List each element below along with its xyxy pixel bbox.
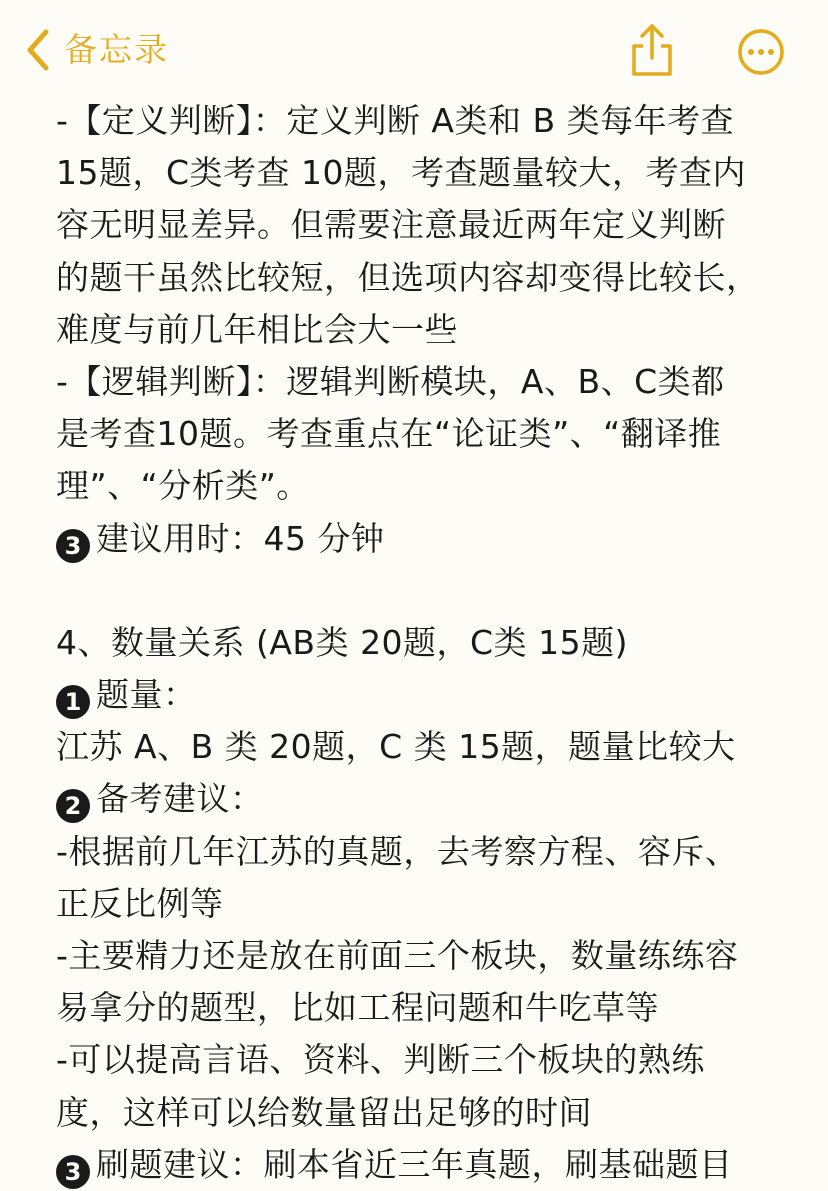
back-button[interactable]: [22, 26, 169, 74]
note-line: [56, 1139, 816, 1191]
number-bullet-icon: 3: [56, 1155, 90, 1189]
note-line: 度，这样可以给数量留出足够的时间: [56, 1092, 592, 1132]
number-bullet-icon: 2: [56, 789, 90, 823]
note-line-text: 刷题建议：刷本省近三年真题，刷基础题目: [96, 1144, 733, 1184]
share-icon[interactable]: [630, 22, 674, 78]
note-line: [56, 513, 816, 565]
note-line: 易拿分的题型，比如工程问题和牛吃草等: [56, 988, 659, 1028]
note-line-text: 建议用时：45 分钟: [96, 518, 385, 558]
note-line-text: 备考建议：: [96, 779, 264, 819]
note-line-text: 题量：: [96, 675, 197, 715]
note-line: 正反比例等: [56, 883, 224, 923]
number-bullet-icon: 1: [56, 685, 90, 719]
note-line: -可以提高言语、资料、判断三个板块的熟练: [56, 1040, 705, 1080]
ellipsis-circle-icon[interactable]: [737, 28, 785, 76]
note-line: 15题，C类考查 10题，考查题量较大，考查内: [56, 153, 747, 193]
navigation-bar: [0, 0, 828, 100]
note-line: [56, 773, 816, 825]
note-line: [56, 669, 816, 721]
note-line: -【定义判断】：定义判断 A类和 B 类每年考查: [56, 101, 735, 140]
note-line: 理”、“分析类”。: [56, 466, 310, 506]
note-line: 的题干虽然比较短，但选项内容却变得比较长，: [56, 257, 760, 297]
chevron-left-icon: [22, 26, 52, 74]
number-bullet-icon: 3: [56, 529, 90, 563]
back-label: 备忘录: [64, 30, 169, 69]
note-line: 是考查10题。考查重点在“论证类”、“翻译推: [56, 414, 722, 454]
note-line: -【逻辑判断】：逻辑判断模块，A、B、C类都: [56, 361, 725, 401]
note-line: 难度与前几年相比会大一些: [56, 309, 458, 349]
note-line: 江苏 A、B 类 20题，C 类 15题，题量比较大: [56, 727, 736, 767]
note-line: -根据前几年江苏的真题，去考察方程、容斥、: [56, 831, 739, 871]
note-line: 容无明显差异。但需要注意最近两年定义判断: [56, 205, 726, 245]
note-line: 4、数量关系 (AB类 20题，C类 15题): [56, 622, 628, 662]
note-line: -主要精力还是放在前面三个板块，数量练练容: [56, 936, 739, 975]
blank-line: [56, 565, 816, 617]
note-body[interactable]: [56, 95, 816, 1191]
